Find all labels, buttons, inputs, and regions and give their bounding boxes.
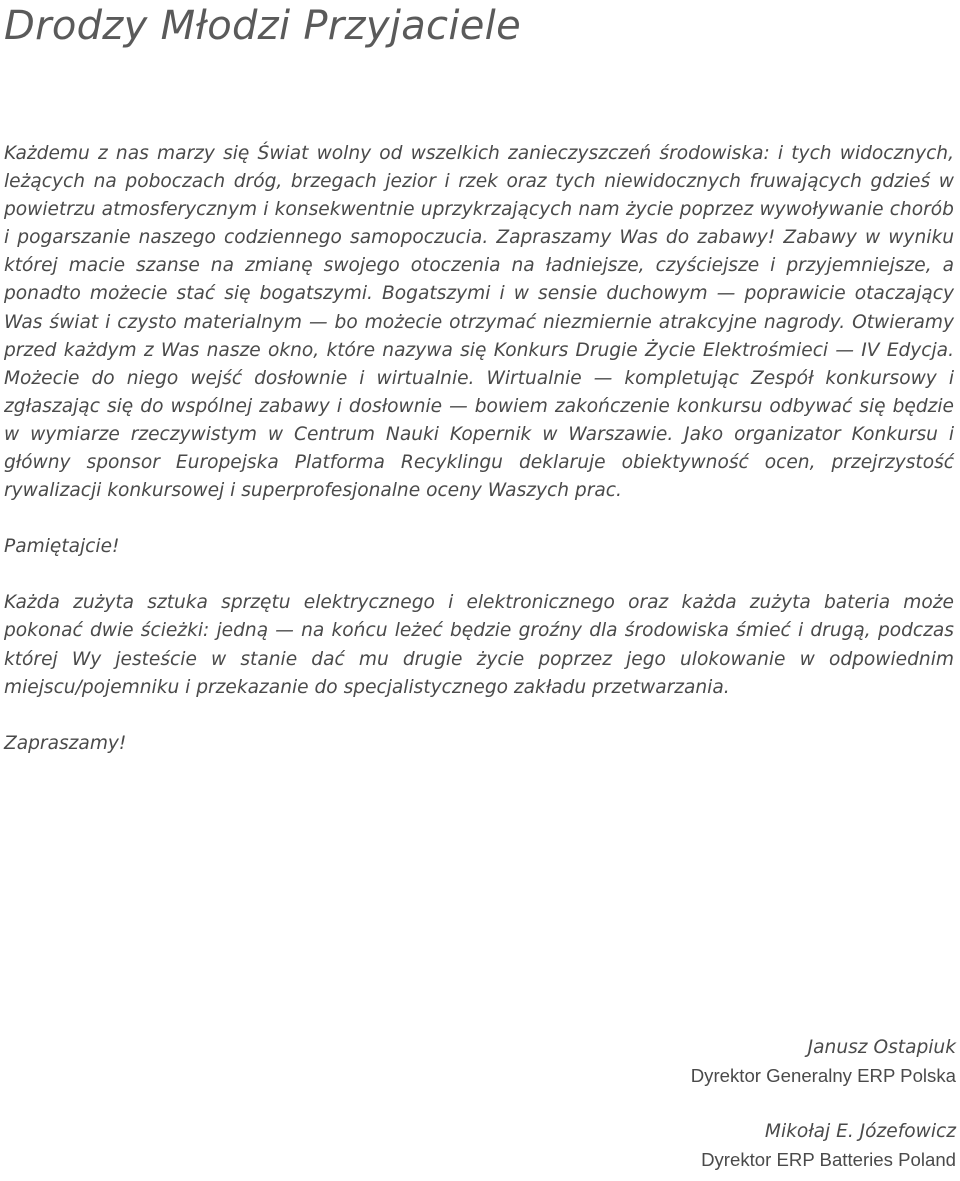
paragraph-invitation: Każdemu z nas marzy się Świat wolny od wszelkich zanieczyszczeń środowiska: i tych widocznych, leżących na poboczach dróg, brzegach jezior i rzek oraz tych niewidocznych fruwających gdzieś w powietrzu atmosferycznym i konsekwentnie uprzykrzających nam życie poprzez wywoływanie chorób i pogarszanie naszego codziennego samopoczucia. Zapraszamy Was do zabawy! Zabawy w wyniku której macie szanse na zmianę swojego otoczenia na ładniejsze, czyściejsze i przyjemniejsze, a ponadto możecie stać się bogatszymi. Bogatszymi i w sensie duchowym — poprawicie otaczający Was świat i czysto materialnym — bo możecie otrzymać niezmiernie atrakcyjne nagrody. Otwieramy przed każdym z Was nasze okno, które nazywa się Konkurs Drugie Życie Elektrośmieci — IV Edycja. Możecie do niego wejść dosłownie i wirtualnie. Wirtualnie — kompletując Zespół konkursowy i zgłaszając się do wspólnej zabawy i dosłownie — bowiem zakończenie konkursu odbywać się będzie w wymiarze rzeczywistym w Centrum Nauki Kopernik w Warszawie. Jako organizator Konkursu i główny sponsor Europejska Platforma Recyklingu deklaruje obiektywność ocen, przejrzystość rywalizacji konkursowej i superprofesjonalne oceny Waszych prac. — [4, 143, 954, 502]
page-title: Drodzy Młodzi Przyjaciele — [4, 3, 521, 49]
signature-name: Mikołaj E. Józefowicz — [764, 1121, 956, 1142]
letter-body — [4, 140, 954, 758]
signature-role: Dyrektor ERP Batteries Poland — [701, 1149, 956, 1170]
paragraph-closing: Zapraszamy! — [4, 732, 127, 754]
signature-block — [356, 1034, 956, 1090]
signatures — [356, 1034, 956, 1174]
signature-block — [356, 1118, 956, 1174]
signature-role: Dyrektor Generalny ERP Polska — [690, 1065, 956, 1086]
signature-name: Janusz Ostapiuk — [807, 1037, 956, 1058]
paragraph-battery: Każda zużyta sztuka sprzętu elektrycznego i elektronicznego oraz każda zużyta bateria może pokonać dwie ścieżki: jedną — na końcu leżeć będzie groźny dla środowiska śmieć i drugą, podczas której Wy jesteście w stanie dać mu drugie życie poprzez jego ulokowanie w odpowiednim miejscu/pojemniku i przekazanie do specjalistycznego zakładu przetwarzania. — [4, 592, 954, 698]
paragraph-remember: Pamiętajcie! — [4, 536, 120, 558]
